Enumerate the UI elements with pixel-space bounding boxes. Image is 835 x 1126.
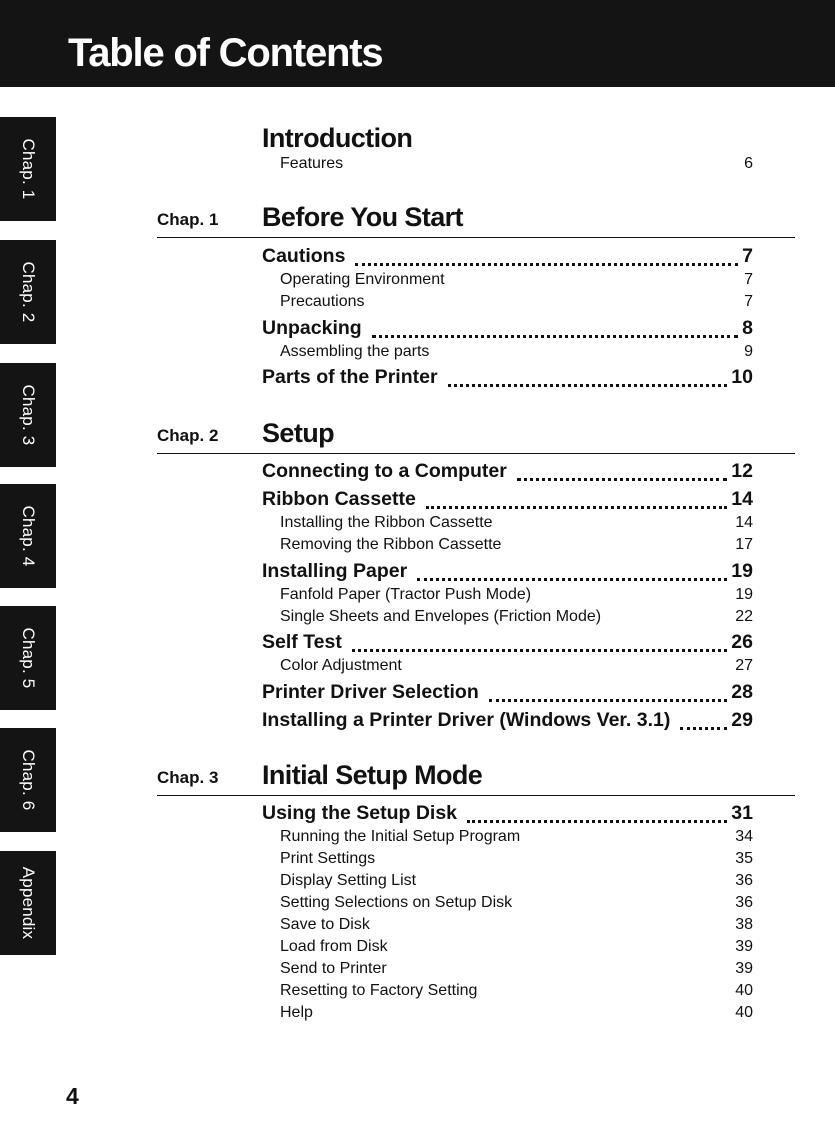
entry-page-number: 40 bbox=[735, 982, 753, 999]
entry-title: Ribbon Cassette bbox=[262, 488, 416, 510]
entry-title: Fanfold Paper (Tractor Push Mode) bbox=[280, 586, 532, 603]
chapter-label: Chap. 2 bbox=[157, 426, 219, 445]
dot-leader bbox=[680, 727, 727, 730]
entry-page-number: 28 bbox=[731, 681, 753, 703]
entry-title: Removing the Ribbon Cassette bbox=[280, 536, 502, 553]
toc-subentry[interactable] bbox=[0, 606, 835, 628]
entry-title: Printer Driver Selection bbox=[262, 681, 479, 703]
entry-page-number: 7 bbox=[744, 271, 753, 288]
entry-page-number: 6 bbox=[744, 155, 753, 172]
dot-leader bbox=[417, 578, 727, 581]
toc-subentry[interactable] bbox=[0, 1002, 835, 1024]
toc-subentry[interactable] bbox=[0, 512, 835, 534]
entry-title: Installing the Ribbon Cassette bbox=[280, 514, 493, 531]
entry-page-number: 38 bbox=[735, 916, 753, 933]
entry-title: Running the Initial Setup Program bbox=[280, 828, 521, 845]
entry-page-number: 36 bbox=[735, 894, 753, 911]
toc-subentry[interactable] bbox=[0, 534, 835, 556]
page-title: Table of Contents bbox=[68, 31, 383, 75]
dot-leader bbox=[467, 820, 727, 823]
section-rule bbox=[157, 453, 795, 454]
entry-page-number: 27 bbox=[735, 657, 753, 674]
entry-title: Operating Environment bbox=[280, 271, 445, 288]
dot-leader bbox=[426, 506, 727, 509]
dot-leader bbox=[489, 699, 727, 702]
toc-subentry[interactable] bbox=[0, 914, 835, 936]
dot-leader bbox=[448, 384, 727, 387]
entry-page-number: 22 bbox=[735, 608, 753, 625]
entry-title: Load from Disk bbox=[280, 938, 388, 955]
toc-subentry[interactable] bbox=[0, 848, 835, 870]
toc-subentry[interactable] bbox=[0, 980, 835, 1002]
entry-title: Single Sheets and Envelopes (Friction Mode) bbox=[280, 608, 602, 625]
dot-leader bbox=[355, 263, 738, 266]
section-title: Setup bbox=[262, 418, 335, 448]
toc-entry[interactable] bbox=[0, 245, 835, 267]
page-number: 4 bbox=[66, 1083, 79, 1109]
entry-page-number: 14 bbox=[731, 488, 753, 510]
entry-title: Color Adjustment bbox=[280, 657, 402, 674]
entry-page-number: 7 bbox=[742, 245, 753, 267]
toc-entry[interactable] bbox=[0, 681, 835, 703]
toc-subentry[interactable] bbox=[0, 584, 835, 606]
chapter-label: Chap. 3 bbox=[157, 768, 219, 787]
entry-page-number: 8 bbox=[742, 317, 753, 339]
entry-page-number: 12 bbox=[731, 460, 753, 482]
dot-leader bbox=[372, 335, 738, 338]
entry-page-number: 10 bbox=[731, 366, 753, 388]
entry-title: Connecting to a Computer bbox=[262, 460, 507, 482]
entry-title: Send to Printer bbox=[280, 960, 387, 977]
chapter-tab-label: Chap. 5 bbox=[19, 627, 38, 689]
chapter-tab-label: Chap. 3 bbox=[19, 384, 38, 446]
entry-title: Features bbox=[280, 155, 344, 172]
toc-entry[interactable] bbox=[0, 317, 835, 339]
entry-title: Cautions bbox=[262, 245, 346, 267]
toc-entry[interactable] bbox=[0, 366, 835, 388]
entry-title: Help bbox=[280, 1004, 313, 1021]
toc-entry[interactable] bbox=[0, 560, 835, 582]
entry-title: Assembling the parts bbox=[280, 343, 430, 360]
section-title: Before You Start bbox=[262, 202, 463, 232]
entry-page-number: 35 bbox=[735, 850, 753, 867]
entry-page-number: 29 bbox=[731, 709, 753, 731]
toc-subentry[interactable] bbox=[0, 936, 835, 958]
entry-title: Print Settings bbox=[280, 850, 376, 867]
entry-title: Parts of the Printer bbox=[262, 366, 438, 388]
toc-entry[interactable] bbox=[0, 631, 835, 653]
section-rule bbox=[157, 237, 795, 238]
entry-page-number: 39 bbox=[735, 938, 753, 955]
entry-page-number: 26 bbox=[731, 631, 753, 653]
entry-page-number: 14 bbox=[735, 514, 753, 531]
entry-page-number: 36 bbox=[735, 872, 753, 889]
entry-title: Using the Setup Disk bbox=[262, 802, 458, 824]
entry-title: Installing Paper bbox=[262, 560, 408, 582]
toc-subentry[interactable] bbox=[0, 826, 835, 848]
entry-title: Setting Selections on Setup Disk bbox=[280, 894, 513, 911]
toc-entry[interactable] bbox=[0, 488, 835, 510]
toc-entry[interactable] bbox=[0, 802, 835, 824]
chapter-tab-label: Chap. 6 bbox=[19, 749, 38, 811]
section-title: Initial Setup Mode bbox=[262, 760, 483, 790]
entry-page-number: 9 bbox=[744, 343, 753, 360]
toc-subentry[interactable] bbox=[0, 870, 835, 892]
toc-subentry[interactable] bbox=[0, 892, 835, 914]
header-bar bbox=[0, 0, 835, 87]
entry-title: Precautions bbox=[280, 293, 365, 310]
dot-leader bbox=[352, 649, 727, 652]
toc-subentry[interactable] bbox=[0, 291, 835, 313]
entry-title: Unpacking bbox=[262, 317, 362, 339]
section-title: Introduction bbox=[262, 123, 413, 153]
entry-title: Display Setting List bbox=[280, 872, 417, 889]
chapter-tab-label: Appendix bbox=[19, 866, 38, 940]
entry-page-number: 17 bbox=[735, 536, 753, 553]
entry-page-number: 39 bbox=[735, 960, 753, 977]
toc-subentry[interactable] bbox=[0, 958, 835, 980]
entry-title: Self Test bbox=[262, 631, 342, 653]
entry-title: Resetting to Factory Setting bbox=[280, 982, 478, 999]
chapter-tab-label: Chap. 2 bbox=[19, 261, 38, 323]
entry-page-number: 34 bbox=[735, 828, 753, 845]
dot-leader bbox=[517, 478, 727, 481]
entry-page-number: 7 bbox=[744, 293, 753, 310]
toc-entry[interactable] bbox=[0, 460, 835, 482]
toc-subentry[interactable] bbox=[0, 655, 835, 677]
toc-subentry[interactable] bbox=[0, 341, 835, 363]
chapter-tab-label: Chap. 1 bbox=[19, 138, 38, 200]
chapter-label: Chap. 1 bbox=[157, 210, 219, 229]
section-rule bbox=[157, 795, 795, 796]
toc-subentry[interactable] bbox=[0, 153, 835, 175]
entry-title: Save to Disk bbox=[280, 916, 370, 933]
entry-page-number: 19 bbox=[735, 586, 753, 603]
entry-page-number: 19 bbox=[731, 560, 753, 582]
toc-subentry[interactable] bbox=[0, 269, 835, 291]
entry-title: Installing a Printer Driver (Windows Ver. 3.1) bbox=[262, 709, 671, 731]
chapter-tab-label: Chap. 4 bbox=[19, 505, 38, 567]
entry-page-number: 40 bbox=[735, 1004, 753, 1021]
entry-page-number: 31 bbox=[731, 802, 753, 824]
toc-entry[interactable] bbox=[0, 709, 835, 731]
